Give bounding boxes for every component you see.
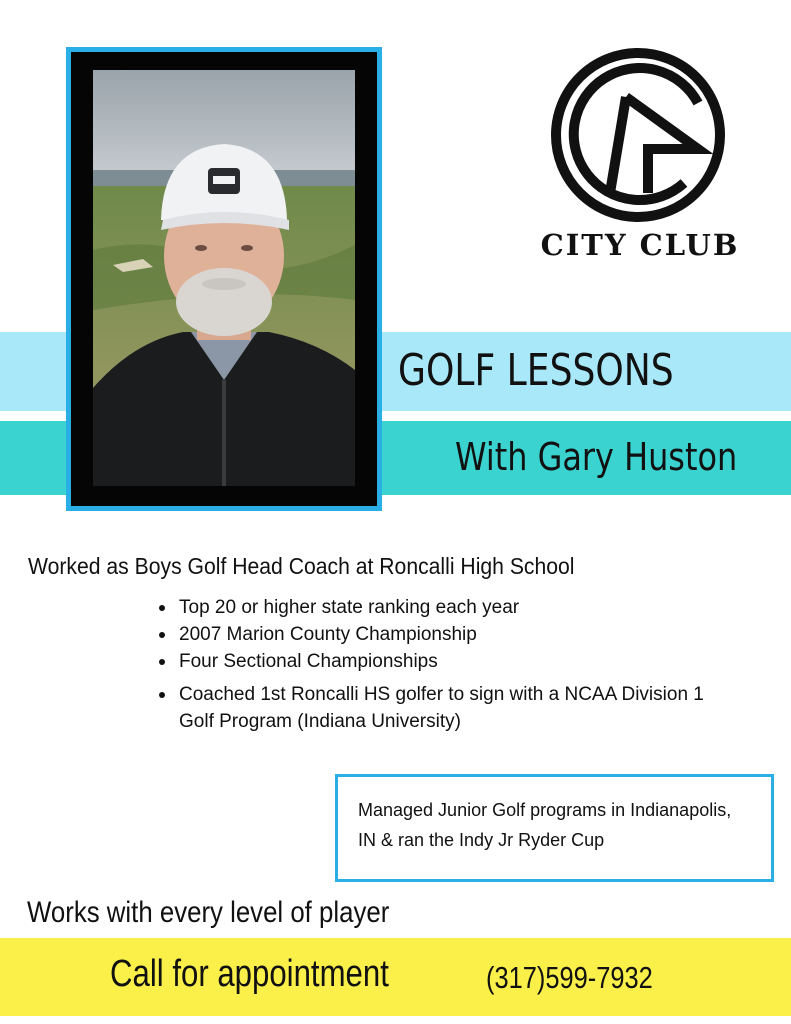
coach-photo-mat (71, 52, 377, 506)
list-item-text: 2007 Marion County Championship (179, 624, 477, 645)
list-item (155, 681, 725, 708)
junior-golf-note (335, 774, 774, 882)
list-item-text: Coached 1st Roncalli HS golfer to sign with a NCAA Division 1 (179, 684, 704, 705)
list-item (155, 594, 725, 621)
tagline: Works with every level of player (27, 896, 390, 929)
brand-name: CITY CLUB (540, 228, 740, 262)
list-item-continuation (155, 708, 725, 735)
bullet-icon (159, 605, 165, 611)
list-item-text: Four Sectional Championships (179, 651, 438, 672)
page-title: GOLF LESSONS (398, 345, 674, 396)
call-to-action: Call for appointment (110, 953, 389, 995)
list-item (155, 621, 725, 648)
bullet-icon (159, 659, 165, 665)
list-item (155, 648, 725, 675)
note-line-2: IN & ran the Indy Jr Ryder Cup (358, 830, 605, 850)
bullet-icon (159, 632, 165, 638)
coach-photo (93, 70, 355, 486)
bullet-icon (159, 692, 165, 698)
phone-number[interactable]: (317)599-7932 (486, 960, 653, 995)
list-item-text: Top 20 or higher state ranking each year (179, 597, 520, 618)
coach-photo-frame (66, 47, 382, 511)
page-subtitle: With Gary Huston (455, 435, 738, 479)
achievements-list (155, 594, 725, 735)
note-line-1: Managed Junior Golf programs in Indianapolis, (358, 800, 732, 820)
list-item-text: Golf Program (Indiana University) (179, 711, 461, 732)
bio-intro: Worked as Boys Golf Head Coach at Roncalli High School (28, 553, 575, 579)
city-club-monogram-icon (548, 45, 728, 225)
